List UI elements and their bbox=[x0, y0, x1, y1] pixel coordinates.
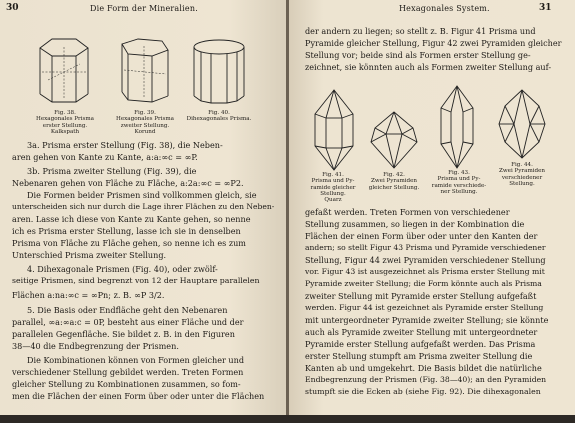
prism-pyramid-different-icon bbox=[437, 84, 477, 170]
text-line: parallelen Gegenfläche. Sie bildet z. B. in den Figuren bbox=[12, 329, 235, 339]
text-line: aren gehen von Kante zu Kante, a:a:∞c = ∞P. bbox=[12, 152, 198, 162]
hexagonal-prism-first-order-icon bbox=[38, 36, 90, 106]
fig42-caption: Fig. 42. Zwei Pyramiden gleicher Stellung. bbox=[368, 172, 420, 191]
text-line: 3b. Prisma zweiter Stellung (Fig. 39), die bbox=[27, 166, 197, 176]
text-line: Flächen der einen Form über oder unter den Kanten der bbox=[305, 231, 538, 241]
text-line: gefaßt werden. Treten Formen von verschiedener bbox=[305, 207, 510, 217]
fig43-caption: Fig. 43. Prisma und Py- ramide verschiede- ner Stellung. bbox=[431, 170, 487, 195]
text-line: verschiedener Stellung gebildet werden. Treten Formen bbox=[12, 367, 244, 377]
text-line: men die Flächen der einen Form über oder unter die Flächen bbox=[12, 391, 265, 401]
text-line: Stellung, Figur 44 zwei Pyramiden verschiedener Stellung bbox=[305, 255, 546, 265]
text-line: Unterschied Prisma zweiter Stellung. bbox=[12, 250, 167, 260]
text-line: 5. Die Basis oder Endfläche geht den Nebenaren bbox=[27, 305, 228, 315]
fig41-caption: Fig. 41. Prisma und Py- ramide gleicher Stellung. Quarz bbox=[310, 172, 356, 204]
text-line: seitige Prismen, sind begrenzt von 12 der Hauptare parallelen bbox=[12, 276, 260, 285]
text-line: Flächen a:na:∞c = ∞Pn; z. B. ∞P 3/2. bbox=[12, 290, 165, 300]
text-line: werden. Figur 44 ist gezeichnet als Pyramide erster Stellung bbox=[305, 303, 544, 312]
fig38-caption: Fig. 38. Hexagonales Prisma erster Stellung. Kalkspath bbox=[35, 110, 95, 135]
text-line: Pyramide gleicher Stellung, Figur 42 zwei Pyramiden gleicher bbox=[305, 38, 562, 48]
text-line: stumpft sie die Ecken ab (siehe Fig. 92). Die dihexagonalen bbox=[305, 387, 541, 396]
text-line: Stellung zusammen, so liegen in der Kombination die bbox=[305, 219, 525, 229]
dihexagonal-prism-icon bbox=[192, 38, 246, 106]
text-line: aren. Lasse ich diese von Kante zu Kante gehen, so nenne bbox=[12, 214, 251, 224]
text-line: Endbegrenzung der Prismen (Fig. 38—40); an den Pyramiden bbox=[305, 375, 547, 384]
left-running-head: Die Form der Mineralien. bbox=[90, 4, 198, 13]
right-page-number: 31 bbox=[539, 3, 552, 13]
fig44-caption: Fig. 44. Zwei Pyramiden verschiedener Stellung. bbox=[498, 162, 546, 187]
hexagonal-prism-second-order-icon bbox=[118, 36, 170, 106]
quartz-prism-pyramid-icon bbox=[311, 88, 357, 172]
two-pyramids-different-icon bbox=[497, 88, 547, 160]
text-line: der andern zu liegen; so stellt z. B. Figur 41 Prisma und bbox=[305, 26, 536, 36]
text-line: auch als Pyramide zweiter Stellung mit untergeordneter bbox=[305, 327, 538, 337]
text-line: 38—40 die Endbegrenzung der Prismen. bbox=[12, 341, 179, 351]
text-line: zeichnet, sie könnten auch als Formen zweiter Stellung auf- bbox=[305, 62, 552, 72]
text-line: Pyramide zweiter Stellung; die Form könnte auch als Prisma bbox=[305, 279, 542, 288]
text-line: Kanten ab und umgekehrt. Die Basis bildet die natürliche bbox=[305, 363, 542, 373]
two-pyramids-same-icon bbox=[369, 110, 419, 170]
text-line: parallel, ∞a:∞a:c = 0P, besteht aus einer Fläche und der bbox=[12, 317, 244, 327]
left-page bbox=[0, 0, 286, 415]
right-running-head: Hexagonales System. bbox=[399, 4, 490, 13]
text-line: Die Kombinationen können von Formen gleicher und bbox=[27, 355, 245, 365]
text-line: erster Stellung stumpft am Prisma zweiter Stellung die bbox=[305, 351, 533, 361]
fig39-caption: Fig. 39. Hexagonales Prisma zweiter Stellung. Korund bbox=[115, 110, 175, 135]
text-line: unterscheiden sich nur durch die Lage ihrer Flächen zu den Neben- bbox=[12, 202, 275, 211]
text-line: vor. Figur 43 ist ausgezeichnet als Prisma erster Stellung mit bbox=[305, 267, 545, 276]
text-line: gleicher Stellung zu Kombinationen zusammen, so fom- bbox=[12, 379, 241, 389]
right-page bbox=[289, 0, 575, 415]
text-line: Stellung vor; beide sind als Formen erster Stellung ge- bbox=[305, 50, 531, 60]
text-line: zweiter Stellung mit Pyramide erster Stellung aufgefaßt bbox=[305, 291, 537, 301]
text-line: 4. Dihexagonale Prismen (Fig. 40), oder zwölf- bbox=[27, 264, 218, 274]
text-line: Nebenaren gehen von Fläche zu Fläche, a:2a:∞c = ∞P2. bbox=[12, 178, 244, 188]
left-page-number: 30 bbox=[6, 3, 19, 13]
text-line: andern; so stellt Figur 43 Prisma und Pyramide verschiedener bbox=[305, 243, 546, 252]
text-line: mit untergeordneter Pyramide zweiter Stellung; sie könnte bbox=[305, 315, 549, 325]
text-line: ich es Prisma erster Stellung, lasse ich sie in denselben bbox=[12, 226, 241, 236]
book-bottom-edge bbox=[0, 415, 575, 423]
text-line: Prisma von Fläche zu Fläche gehen, so nenne ich es zum bbox=[12, 238, 246, 248]
text-line: Die Formen beider Prismen sind vollkommen gleich, sie bbox=[27, 190, 257, 200]
fig40-caption: Fig. 40. Dihexagonales Prisma. bbox=[186, 110, 252, 123]
text-line: 3a. Prisma erster Stellung (Fig. 38), die Neben- bbox=[27, 140, 223, 150]
text-line: Pyramide erster Stellung aufgefaßt werden. Das Prisma bbox=[305, 339, 536, 349]
